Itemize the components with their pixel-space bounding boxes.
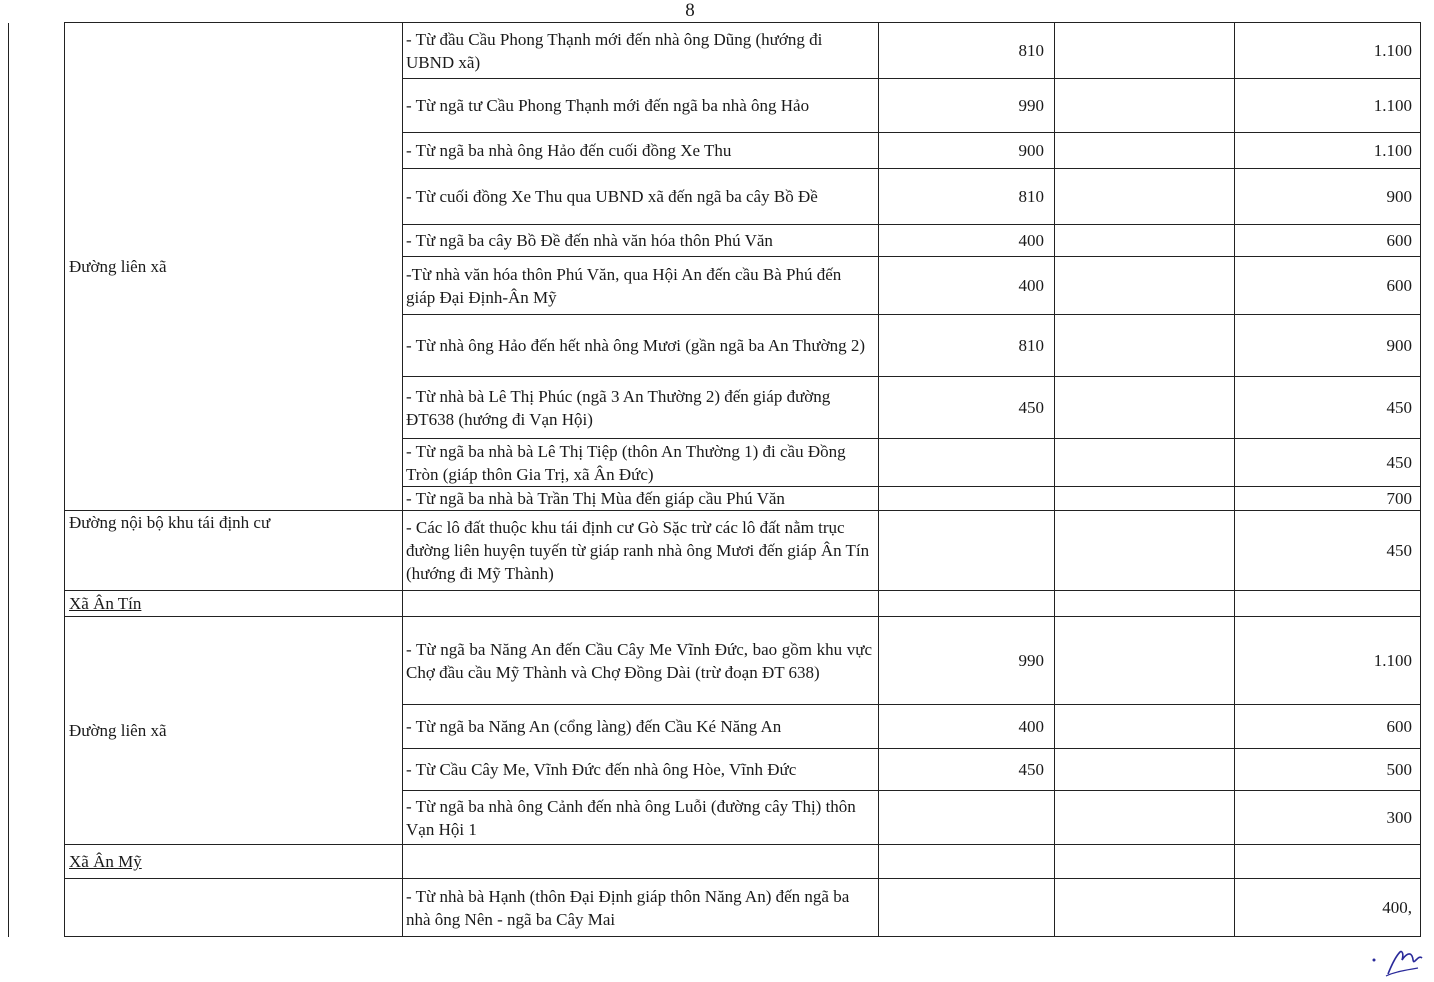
price-cell: 400 bbox=[879, 257, 1055, 315]
price-cell: 990 bbox=[879, 617, 1055, 705]
price-cell bbox=[1055, 169, 1235, 225]
price-cell bbox=[879, 511, 1055, 591]
table-row bbox=[9, 617, 1421, 705]
price-cell bbox=[1055, 79, 1235, 133]
price-cell bbox=[1055, 511, 1235, 591]
price-cell: 600 bbox=[1235, 257, 1421, 315]
price-cell bbox=[1055, 879, 1235, 937]
price-cell bbox=[1055, 133, 1235, 169]
price-cell bbox=[1055, 749, 1235, 791]
price-cell bbox=[1055, 791, 1235, 845]
price-cell: 810 bbox=[879, 315, 1055, 377]
price-cell bbox=[879, 791, 1055, 845]
price-cell: 400 bbox=[879, 705, 1055, 749]
road-name-cell: Đường liên xã bbox=[65, 23, 403, 511]
price-cell: 450 bbox=[1235, 511, 1421, 591]
segment-cell: - Từ ngã ba Năng An đến Cầu Cây Me Vĩnh Đức, bao gồm khu vực Chợ đầu cầu Mỹ Thành và Chợ Đồng Dài (trừ đoạn ĐT 638) bbox=[403, 617, 879, 705]
segment-cell: - Từ nhà bà Hạnh (thôn Đại Định giáp thôn Năng An) đến ngã ba nhà ông Nên - ngã ba Cây Mai bbox=[403, 879, 879, 937]
commune-heading-row bbox=[9, 591, 1421, 617]
table-row bbox=[9, 23, 1421, 79]
price-cell: 810 bbox=[879, 169, 1055, 225]
commune-heading-row bbox=[9, 845, 1421, 879]
segment-cell: - Từ nhà ông Hảo đến hết nhà ông Mươi (gần ngã ba An Thường 2) bbox=[403, 315, 879, 377]
price-cell: 990 bbox=[879, 79, 1055, 133]
commune-title: Xã Ân Tín bbox=[65, 591, 403, 617]
segment-cell: - Từ Cầu Cây Me, Vĩnh Đức đến nhà ông Hòe, Vĩnh Đức bbox=[403, 749, 879, 791]
segment-cell: - Từ cuối đồng Xe Thu qua UBND xã đến ngã ba cây Bồ Đề bbox=[403, 169, 879, 225]
price-cell bbox=[1055, 377, 1235, 439]
price-cell bbox=[879, 879, 1055, 937]
price-cell: 300 bbox=[1235, 791, 1421, 845]
road-name-cell: Đường nội bộ khu tái định cư bbox=[65, 511, 403, 591]
segment-cell: - Từ ngã ba Năng An (cổng làng) đến Cầu Ké Năng An bbox=[403, 705, 879, 749]
segment-cell: - Từ ngã ba cây Bồ Đề đến nhà văn hóa thôn Phú Văn bbox=[403, 225, 879, 257]
table-row bbox=[9, 879, 1421, 937]
price-cell bbox=[1055, 225, 1235, 257]
segment-cell: - Từ đầu Cầu Phong Thạnh mới đến nhà ông Dũng (hướng đi UBND xã) bbox=[403, 23, 879, 79]
price-cell bbox=[1055, 617, 1235, 705]
segment-cell: - Từ ngã ba nhà ông Hảo đến cuối đồng Xe Thu bbox=[403, 133, 879, 169]
price-cell bbox=[1055, 315, 1235, 377]
price-cell: 400 bbox=[879, 225, 1055, 257]
price-cell: 450 bbox=[879, 749, 1055, 791]
stt-cell bbox=[9, 591, 65, 617]
segment-cell: - Từ nhà bà Lê Thị Phúc (ngã 3 An Thường 2) đến giáp đường ĐT638 (hướng đi Vạn Hội) bbox=[403, 377, 879, 439]
price-cell: 810 bbox=[879, 23, 1055, 79]
price-cell bbox=[879, 487, 1055, 511]
stt-cell bbox=[9, 845, 65, 879]
price-cell: 500 bbox=[1235, 749, 1421, 791]
price-cell bbox=[1055, 257, 1235, 315]
price-cell bbox=[1055, 487, 1235, 511]
road-name-cell bbox=[65, 879, 403, 937]
stt-cell bbox=[9, 879, 65, 937]
price-cell: 1.100 bbox=[1235, 617, 1421, 705]
road-name-cell: Đường liên xã bbox=[65, 617, 403, 845]
price-cell: 700 bbox=[1235, 487, 1421, 511]
price-cell: 1.100 bbox=[1235, 23, 1421, 79]
price-cell bbox=[879, 439, 1055, 487]
segment-cell: - Các lô đất thuộc khu tái định cư Gò Sặc trừ các lô đất nằm trục đường liên huyện tuyến từ giáp ranh nhà ông Mươi đến giáp Ân Tín (hướng đi Mỹ Thành) bbox=[403, 511, 879, 591]
segment-cell: - Từ ngã tư Cầu Phong Thạnh mới đến ngã ba nhà ông Hảo bbox=[403, 79, 879, 133]
price-cell: 1.100 bbox=[1235, 79, 1421, 133]
price-cell: 400, bbox=[1235, 879, 1421, 937]
land-price-table bbox=[8, 22, 1421, 937]
stt-cell bbox=[9, 23, 65, 511]
price-cell: 900 bbox=[1235, 169, 1421, 225]
stt-cell bbox=[9, 617, 65, 845]
segment-cell: -Từ nhà văn hóa thôn Phú Văn, qua Hội An đến cầu Bà Phú đến giáp Đại Định-Ân Mỹ bbox=[403, 257, 879, 315]
page-number: 8 bbox=[685, 0, 695, 21]
stt-cell bbox=[9, 511, 65, 591]
price-cell bbox=[1055, 23, 1235, 79]
table-row bbox=[9, 511, 1421, 591]
price-cell bbox=[1055, 705, 1235, 749]
price-cell: 900 bbox=[1235, 315, 1421, 377]
initials-signature bbox=[1366, 938, 1426, 978]
segment-cell: - Từ ngã ba nhà ông Cảnh đến nhà ông Luỗi (đường cây Thị) thôn Vạn Hội 1 bbox=[403, 791, 879, 845]
segment-cell: - Từ ngã ba nhà bà Lê Thị Tiệp (thôn An Thường 1) đi cầu Đồng Tròn (giáp thôn Gia Trị, xã Ân Đức) bbox=[403, 439, 879, 487]
price-cell: 450 bbox=[1235, 439, 1421, 487]
segment-cell: - Từ ngã ba nhà bà Trần Thị Mùa đến giáp cầu Phú Văn bbox=[403, 487, 879, 511]
price-cell: 1.100 bbox=[1235, 133, 1421, 169]
price-cell: 450 bbox=[879, 377, 1055, 439]
commune-title: Xã Ân Mỹ bbox=[65, 845, 403, 879]
price-cell: 450 bbox=[1235, 377, 1421, 439]
price-cell bbox=[1055, 439, 1235, 487]
price-cell: 600 bbox=[1235, 705, 1421, 749]
price-cell: 600 bbox=[1235, 225, 1421, 257]
price-cell: 900 bbox=[879, 133, 1055, 169]
